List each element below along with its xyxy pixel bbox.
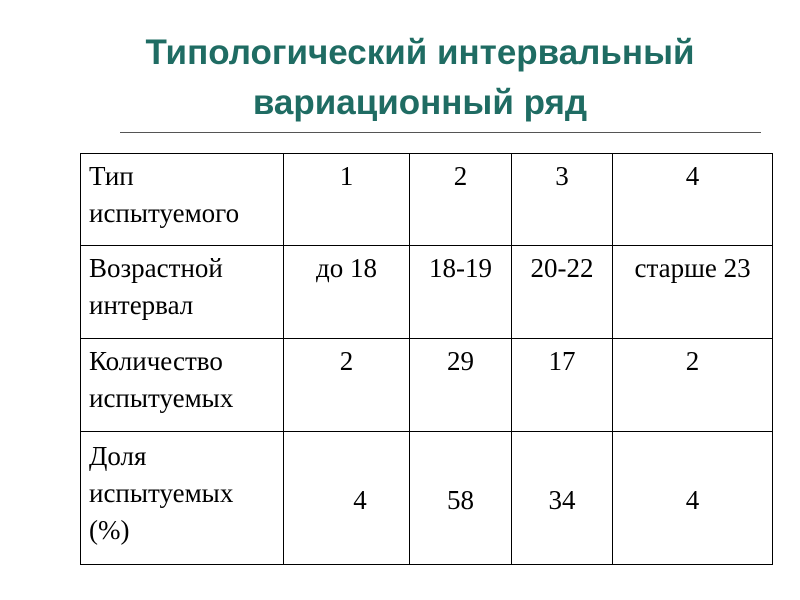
row-label-line: Тип xyxy=(89,161,134,191)
table-cell: 58 xyxy=(410,432,512,565)
table-cell: 4 xyxy=(283,432,409,565)
table-row-type xyxy=(81,154,773,246)
table-cell: 17 xyxy=(512,339,613,432)
table-cell: 3 xyxy=(512,154,613,246)
table-cell: старше 23 xyxy=(613,246,773,339)
table-cell: 34 xyxy=(512,432,613,565)
variation-series-table xyxy=(80,153,773,565)
title-divider xyxy=(120,132,761,133)
row-label-line: испытуемых xyxy=(89,383,234,413)
slide-title-line-1: Типологический интервальный xyxy=(145,33,695,72)
table-row-count xyxy=(81,339,773,432)
table-cell: 20-22 xyxy=(512,246,613,339)
slide-title-line-2: вариационный ряд xyxy=(252,83,588,122)
row-label-count xyxy=(81,339,284,432)
row-label-line: интервал xyxy=(89,290,194,320)
row-label-line: Возрастной xyxy=(89,253,223,283)
table-cell: 18-19 xyxy=(410,246,512,339)
table-cell: 2 xyxy=(283,339,409,432)
table-cell: 2 xyxy=(613,339,773,432)
table-row-age-interval xyxy=(81,246,773,339)
table-cell: до 18 xyxy=(283,246,409,339)
row-label-line: Количество xyxy=(89,346,223,376)
row-label-line: испытуемых xyxy=(89,478,234,508)
table-cell: 4 xyxy=(613,432,773,565)
table-cell: 29 xyxy=(410,339,512,432)
row-label-line: испытуемого xyxy=(89,198,240,228)
row-label-age-interval xyxy=(81,246,284,339)
table-cell: 4 xyxy=(613,154,773,246)
row-label-line: (%) xyxy=(89,515,130,545)
table-row-share-percent xyxy=(81,432,773,565)
slide-title xyxy=(0,28,800,128)
row-label-type xyxy=(81,154,284,246)
table-cell: 1 xyxy=(283,154,409,246)
row-label-line: Доля xyxy=(89,441,147,471)
row-label-share-percent xyxy=(81,432,284,565)
table-cell: 2 xyxy=(410,154,512,246)
